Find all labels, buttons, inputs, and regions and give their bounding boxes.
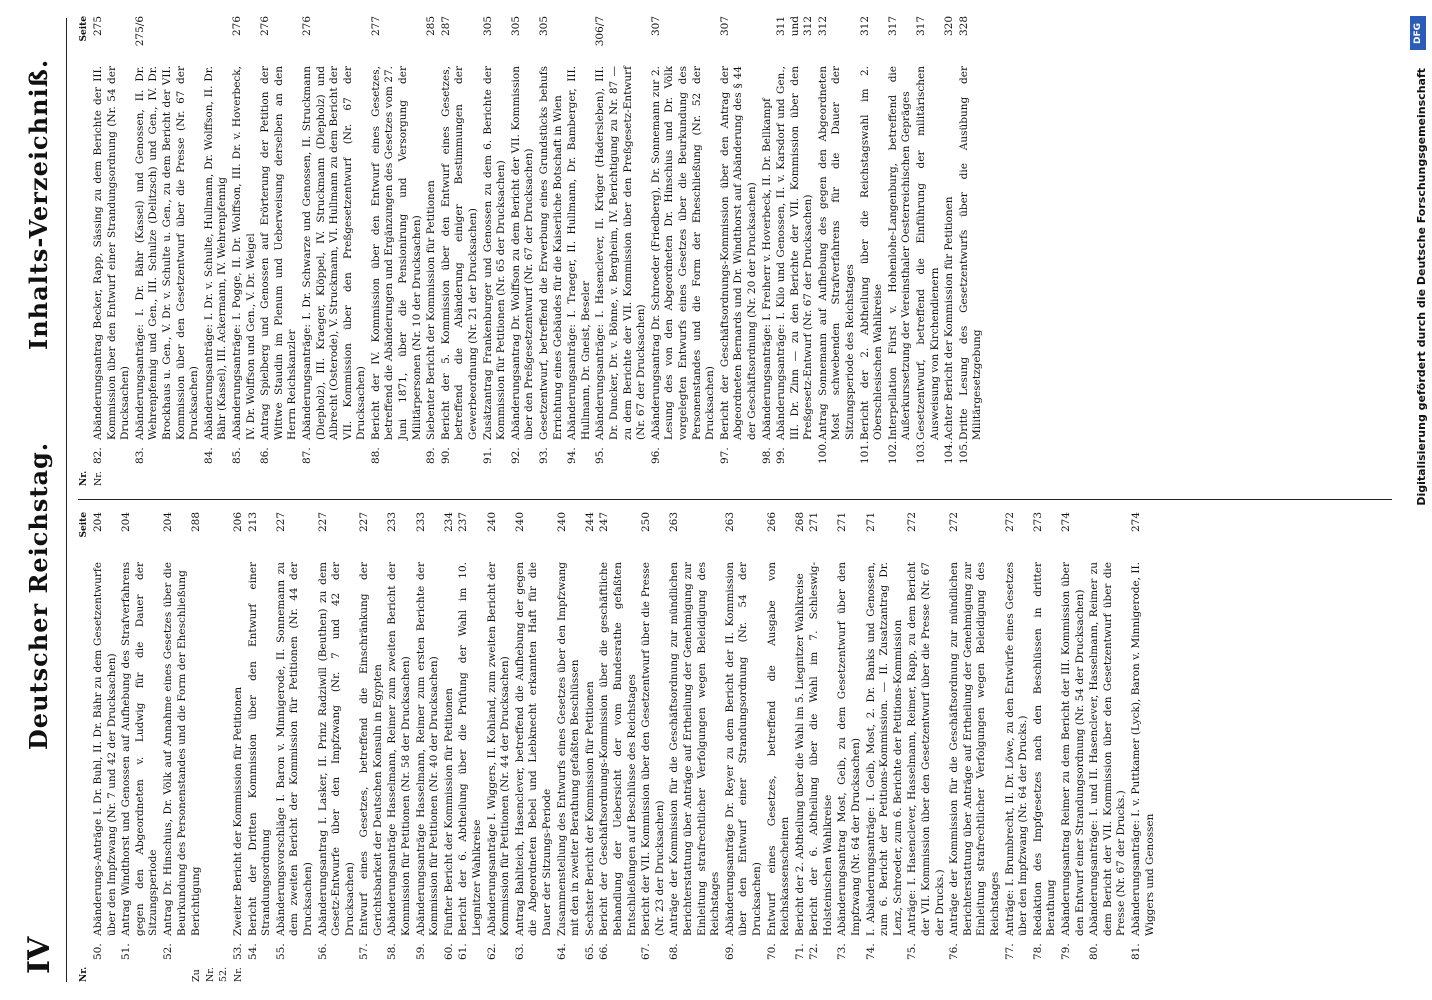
dfg-logo: DFG bbox=[1410, 16, 1426, 50]
entry-number: 69. bbox=[723, 943, 736, 960]
entry-text: Bericht der 2. Abtheilung über die Reichstagswahl im 2. Oberschlesischen Wahlkreise bbox=[858, 66, 885, 440]
entry-number: 104. bbox=[943, 440, 956, 464]
entry-page: 213 bbox=[246, 512, 259, 533]
toc-entry bbox=[719, 16, 760, 486]
entry-text: Zusätzantrag Frankenburger und Genossen zu dem 6. Berichte der Kommission für Petitionen (Nr. 65 der Drucksachen) bbox=[481, 66, 508, 440]
entry-text: Antrag Bahlteich, Hasenclever, betreffend die Aufhebung der gegen die Abgeordneten Bebel und Liebknecht erkannten Haft für die Dauer der Sitzungs-Periode bbox=[513, 562, 553, 936]
entry-text: Entwurf eines Gesetzes, betreffend die Ausgabe von Reichskassenscheinen bbox=[765, 562, 792, 936]
entry-text: I. Abänderungsanträge: I. Geib, Most, 2. Dr. Banks und Genossen, zum 6. Bericht der Petitions-Kommission. — II. Zusatzantrag Dr. Lenz, Schroeder, zum 6. Berichte der Petitions-Kommission bbox=[864, 562, 904, 936]
toc-entry bbox=[190, 512, 231, 982]
entry-number: 86. bbox=[259, 447, 272, 464]
toc-entry bbox=[482, 16, 509, 486]
entry-page: 287 bbox=[439, 16, 452, 37]
entry-prefix: Zu Nr. 52. bbox=[191, 966, 230, 982]
header-title-left: Deutscher Reichstag. bbox=[24, 441, 53, 750]
entry-number: 68. bbox=[668, 943, 681, 960]
entry-number: 98. bbox=[760, 447, 773, 464]
entry-text: Sechster Bericht der Kommission für Petitionen bbox=[583, 681, 596, 936]
entry-page: 274 bbox=[1129, 512, 1142, 533]
entry-page: 273 bbox=[1031, 512, 1044, 533]
entry-text: Anträge: I. Hasenclever, Hasselmann, Reimer, Rapp, zu dem Bericht der VII. Kommission über den Gesetzentwurf über die Presse (Nr. 67 der Drucks.) bbox=[906, 562, 946, 936]
entry-page: 244 bbox=[583, 512, 596, 533]
toc-entry bbox=[906, 512, 947, 982]
entry-page: 288 bbox=[190, 512, 203, 533]
entry-number: 101. bbox=[858, 440, 871, 464]
entry-page: 272 bbox=[906, 512, 919, 533]
header-title-right: Inhalts-Verzeichniß. bbox=[24, 58, 53, 350]
toc-entry bbox=[415, 512, 442, 982]
entry-page: 233 bbox=[414, 512, 427, 533]
entry-page: 271 bbox=[808, 512, 821, 533]
entry-text: Redaktion des Impfgesetzes nach den Beschlüssen in dritter Berathung bbox=[1031, 562, 1058, 936]
entry-number: 97. bbox=[718, 447, 731, 464]
entry-page: 268 bbox=[793, 512, 806, 533]
toc-entry bbox=[724, 512, 765, 982]
entry-page: 274 bbox=[1059, 512, 1072, 533]
entry-text: Abänderungsanträge Dr. Reyer zu dem Bericht der II. Kommission über den Entwurf einer Strandungsordnung (Nr. 54 der Drucksachen) bbox=[723, 562, 763, 936]
entry-number: 52. bbox=[161, 943, 174, 960]
entry-number: 55. bbox=[274, 943, 287, 960]
entry-page: 227 bbox=[274, 512, 287, 533]
entry-number: 85. bbox=[230, 447, 243, 464]
digitization-stamp bbox=[1406, 8, 1428, 992]
entry-number: 73. bbox=[836, 943, 849, 960]
entry-page: 307 bbox=[718, 16, 731, 37]
toc-entry bbox=[92, 16, 133, 486]
entry-text: Bericht der 5. Kommission über den Entwurf eines Gesetzes, betreffend die Abänderung einiger Bestimmungen der Gewerbeordnung (Nr. 21 der Drucksachen) bbox=[439, 66, 480, 440]
toc-entry bbox=[650, 16, 718, 486]
toc-entry bbox=[766, 512, 793, 982]
entry-page: 272 bbox=[1003, 512, 1016, 533]
entry-text: Fünfter Bericht der Kommission für Petitionen bbox=[442, 687, 455, 936]
right-column bbox=[78, 16, 1392, 486]
entry-number: 83. bbox=[133, 447, 146, 464]
entry-page: 227 bbox=[358, 512, 371, 533]
entry-page: 237 bbox=[457, 512, 470, 533]
entry-number: 58. bbox=[386, 943, 399, 960]
entry-number: 79. bbox=[1059, 943, 1072, 960]
entry-number: 76. bbox=[948, 943, 961, 960]
toc-entry bbox=[817, 16, 858, 486]
entry-page: 306/7 bbox=[594, 16, 607, 47]
toc-entry bbox=[514, 512, 555, 982]
entry-number: 67. bbox=[640, 943, 653, 960]
toc-entry bbox=[1130, 512, 1157, 982]
entry-text: Gesetzentwurf, betreffend die Erwerbung eines Grundstücks behufs Errichtung eines Gebäudes für die Kaiserliche Botschaft in Wien bbox=[538, 66, 564, 440]
toc-entry bbox=[120, 512, 161, 982]
entry-number: 62. bbox=[485, 943, 498, 960]
entry-text: Anträge der Kommission für die Geschäftsordnung zur mündlichen Berichterstattung über Anträge auf Ertheilung der Genehmigung zur Einleitung strafrechtlicher Verfolgungen wegen Beleidigung des Reichstages bbox=[948, 562, 1001, 936]
toc-entry bbox=[594, 16, 648, 486]
toc-entry bbox=[943, 16, 957, 486]
column-head-nr: Nr. bbox=[79, 470, 89, 486]
toc-entry bbox=[486, 512, 513, 982]
entry-page: 247 bbox=[598, 512, 611, 533]
entry-page: 272 bbox=[948, 512, 961, 533]
entry-number: 93. bbox=[538, 447, 550, 464]
entry-number: 51. bbox=[120, 943, 133, 960]
entry-number: 61. bbox=[457, 943, 470, 960]
entry-text: Abänderungsantrag Reimer zu dem Bericht der III. Kommission über den Entwurf einer Strandungsordnung (Nr. 54 der Drucksachen) bbox=[1059, 562, 1086, 936]
entry-text: Abänderungsanträge: I. Kilo und Genossen, II. v. Karsdorf und Gen., III. Dr. Zinn — zu den Berichte der VII. Kommission über den Preßgesetz-Entwurf (Nr. 67 der Drucksachen) bbox=[775, 66, 815, 440]
entry-number: 54. bbox=[246, 943, 259, 960]
entry-page: 240 bbox=[513, 512, 526, 533]
entry-text: Abänderungsanträge I. Wiggers, II. Kohland, zum zweiten Bericht der Kommission für Petitionen (Nr. 44 der Drucksachen) bbox=[485, 562, 512, 936]
entry-page: 204 bbox=[92, 512, 104, 533]
entry-page: 276 bbox=[300, 16, 313, 37]
entry-text: Abänderungsanträge: I. v. Puttkamer (Lyck), Baron v. Minnigerode, II. Wiggers und Genossen bbox=[1129, 562, 1156, 936]
entry-text: Abänderungsantrag Most, Geib, zu dem Gesetzentwurf über den Impfzwang (Nr. 64 der Drucksachen) bbox=[836, 562, 863, 936]
entry-page: 320 bbox=[943, 16, 956, 37]
entry-number: 64. bbox=[555, 943, 568, 960]
entry-page: 250 bbox=[640, 512, 653, 533]
toc-entry bbox=[231, 16, 258, 486]
toc-entry bbox=[1088, 512, 1129, 982]
left-column bbox=[78, 512, 1392, 982]
entry-text: Abänderungsantrag I. Lasker, II. Prinz Radziwill (Beuthen) zu dem Gesetz-Entwurfe über den Impfzwang (Nr. 7 und 42 der Drucksachen) bbox=[316, 562, 356, 936]
entry-page: 312 bbox=[816, 16, 829, 37]
entry-text: Antrag Sonnemann auf Aufhebung des gegen den Abgeordneten Most schwebenden Strafverfahrens für die Dauer der Sitzungsperiode des Reichstages bbox=[816, 66, 857, 440]
entry-text: Antrag Spielberg und Genossen auf Erörterung der Petition der Wittwe Staudin im Plenum und Ueberweisung derselben an den Herrn Reichskanzler bbox=[259, 66, 299, 440]
entry-page: 275 bbox=[92, 16, 104, 37]
toc-entry bbox=[134, 16, 202, 486]
entry-text: Bericht der 6. Abtheilung über die Prüfung der Wahl im 10. Liegnitzer Wahlkreise bbox=[457, 562, 484, 936]
entry-page: 204 bbox=[161, 512, 174, 533]
toc-entry bbox=[808, 512, 835, 982]
column-head-seite: Seite bbox=[79, 16, 89, 42]
entry-text: Bericht der VII. Kommission über den Gesetzentwurf über die Presse (Nr. 23 der Drucksachen) bbox=[640, 562, 666, 936]
entry-text: Bericht der Geschäftsordnungs-Kommission über den Antrag der Abgeordneten Bernards und Dr. Windthorst auf Abänderung des § 44 der Geschäftsordnung (Nr. 20 der Drucksachen) bbox=[718, 66, 758, 440]
entry-text: Interpellation Fürst v. Hohenlohe-Langenburg, betreffend die Außerkurssetzung der Vereinsthaler Oesterreichischen Gepräges bbox=[886, 66, 913, 440]
toc-entry bbox=[1032, 512, 1059, 982]
entry-page: 311 und 312 bbox=[775, 16, 815, 37]
entry-number: 60. bbox=[442, 943, 455, 960]
toc-entry bbox=[92, 512, 119, 982]
toc-entry bbox=[259, 16, 300, 486]
entry-text: Achter Bericht der Kommission für Petitionen bbox=[943, 196, 956, 440]
entry-number: 53. bbox=[231, 943, 244, 960]
entry-page: 271 bbox=[864, 512, 877, 533]
entry-page: 240 bbox=[555, 512, 568, 533]
entry-number: 63. bbox=[513, 943, 526, 960]
column-head-nr: Nr. bbox=[79, 966, 89, 982]
entry-text: Bericht der Geschäftsordnungs-Kommission über die geschäftliche Behandlung der Uebersicht der vom Bundesrathe gefaßten Entschließungen auf Beschlüsse des Reichstages bbox=[598, 562, 638, 936]
entry-text: Entwurf eines Gesetzes, betreffend die Einschränkung der Gerichtsbarkeit der Deutschen Konsuln in Egypten bbox=[358, 562, 384, 936]
entry-page: 263 bbox=[723, 512, 736, 533]
entry-number: 65. bbox=[583, 943, 596, 960]
entry-page: 328 bbox=[957, 16, 970, 37]
left-entry-list bbox=[92, 512, 1157, 982]
entry-text: Berichtigung bbox=[190, 866, 203, 936]
entry-number: 72. bbox=[808, 943, 821, 960]
toc-entry bbox=[425, 16, 439, 486]
toc-entry bbox=[775, 16, 816, 486]
entry-number: 66. bbox=[598, 943, 611, 960]
entry-text: Abänderungsantrag Dr. Schroeder (Friedberg), Dr. Sonnemann zur 2. Lesung des von den Abgeordneten Dr. Hinschius und Dr. Völk vorgelegten Entwurfs eines Gesetzes über die Beurkundung des Personenstandes und die Form der Eheschließung (Nr. 52 der Drucksachen) bbox=[649, 66, 717, 440]
page-header bbox=[18, 0, 66, 1000]
toc-entry bbox=[566, 16, 593, 486]
entry-number: 96. bbox=[649, 447, 662, 464]
entry-number: 100. bbox=[816, 440, 829, 464]
toc-entry bbox=[668, 512, 722, 982]
entry-text: Bericht der 2. Abtheilung über die Wahl im 5. Liegnitzer Wahlkreise bbox=[793, 573, 806, 936]
entry-number: 81. bbox=[1129, 943, 1142, 960]
entry-text: Abänderungsanträge: I. Dr. v. Schulte, Hullmann, Dr. Wolffson, II. Dr. Bähr (Kassel), III. Ackermann, IV. Wehrenpfennig bbox=[202, 66, 229, 440]
entry-number: 56. bbox=[316, 943, 329, 960]
entry-text: Anträge: I. Brumbrecht, II. Dr. Löwe, zu den Entwürfe eines Gesetzes über den Impfzwang (Nr. 64 der Drucks.) bbox=[1003, 562, 1030, 936]
toc-entry bbox=[865, 512, 906, 982]
entry-text: Abänderungs-Anträge I. Dr. Buhl, II. Dr. Bähr zu dem Gesetzentwurfe über den Impfzwang (Nr. 7 und 42 der Drucksachen) bbox=[92, 562, 118, 936]
entry-text: Abänderungsanträge: I. Hasenclever, II. Krüger (Hadersleben), III. Dr. Duncker, Dr. v. Bönne, v. Bergheim, IV. Berichtigung zu Nr. 87 — zu dem Berichte der VII. Kommission über den Preßgesetz-Entwurf (Nr. 67 der Drucksachen) bbox=[594, 66, 648, 440]
entry-page: 276 bbox=[259, 16, 272, 37]
entry-page: 234 bbox=[442, 512, 455, 533]
entry-text: Bericht der 6. Abtheilung über die Wahl im 7. Schleswig-Holsteinischen Wahlkreise bbox=[808, 562, 834, 936]
entry-number: 92. bbox=[509, 447, 522, 464]
entry-number: 103. bbox=[915, 440, 928, 464]
toc-entry bbox=[1004, 512, 1031, 982]
entry-page: 305 bbox=[509, 16, 522, 37]
entry-number: 87. bbox=[300, 447, 313, 464]
toc-entry bbox=[794, 512, 808, 982]
entry-page: 275/6 bbox=[133, 16, 146, 47]
entry-text: Dritte Lesung des Gesetzentwurfs über die Ausübung der Militärgesetzgebung bbox=[957, 66, 984, 440]
entry-page: 227 bbox=[316, 512, 329, 533]
entry-number: 70. bbox=[765, 943, 778, 960]
toc-entry bbox=[887, 16, 914, 486]
entry-number: 95. bbox=[594, 447, 607, 464]
entry-number: 94. bbox=[566, 447, 579, 464]
entry-text: Abänderungsantrag Becker, Rapp, Sässing zu dem Berichte der III. Kommission über den Entwurf einer Strandungsordnung (Nr. 54 der Drucksachen) bbox=[92, 66, 132, 440]
toc-entry bbox=[859, 16, 886, 486]
toc-entry bbox=[247, 512, 274, 982]
entry-text: Abänderungsanträge Hasselmann, Reimer zum ersten Berichte der Kommission für Petitionen (Nr. 40 der Drucksachen) bbox=[414, 562, 441, 936]
toc-entry bbox=[915, 16, 942, 486]
column-head-seite: Seite bbox=[79, 512, 89, 538]
entry-number: 80. bbox=[1088, 943, 1101, 960]
entry-number: 75. bbox=[906, 943, 919, 960]
entry-page: 317 bbox=[886, 16, 899, 37]
entry-page: 305 bbox=[481, 16, 494, 37]
toc-entry bbox=[836, 512, 863, 982]
digitization-note: Digitalisierung gefördert durch die Deutsche Forschungsgemeinschaft bbox=[1415, 68, 1428, 506]
entry-number: 71. bbox=[793, 943, 806, 960]
toc-entry bbox=[556, 512, 583, 982]
entry-number: 74. bbox=[864, 943, 877, 960]
toc-entry bbox=[538, 16, 565, 486]
toc-entry bbox=[440, 16, 481, 486]
entry-number: 90. bbox=[439, 447, 452, 464]
entry-prefix: Nr. bbox=[232, 967, 244, 982]
toc-entry bbox=[958, 16, 985, 486]
entry-number: 91. bbox=[481, 447, 494, 464]
entry-text: Gesetzentwurf, betreffend die Einführung der militärischen Ausweisung von Kirchendienern bbox=[915, 66, 941, 440]
entry-text: Abänderungsanträge: I. und II. Hasenclever, Hasselmann, Reimer zu dem Bericht der VII. Kommission über den Gesetzentwurf über die Presse (Nr. 67 der Drucks.) bbox=[1088, 562, 1128, 936]
right-entry-list bbox=[92, 16, 985, 486]
header-rule bbox=[66, 18, 67, 982]
toc-entry bbox=[457, 512, 484, 982]
toc-entry bbox=[162, 512, 189, 982]
left-column-head bbox=[78, 512, 90, 982]
entry-text: Bericht der Dritten Kommission über den Entwurf einer Strandungsordnung bbox=[246, 562, 273, 936]
entry-text: Abänderungsanträge: I. Dr. Bähr (Kassel) und Genossen, II. Dr. Wehrenpfennig und Gen., III. Schulze (Delitzsch) und Gen., IV. Dr. Brockhaus u. Gen., V. Dr. v. Schulte u. Gen., zu dem Bericht der VII. Kommission über den Gesetzentwurf über die Presse (Nr. 67 der Drucksachen) bbox=[133, 66, 201, 440]
toc-entry bbox=[317, 512, 358, 982]
entry-text: Abänderungsanträge Hasselmann, Reimer zum zweiten Bericht der Kommission für Petitionen (Nr. 58 der Drucksachen) bbox=[386, 562, 413, 936]
entry-page: 206 bbox=[231, 512, 244, 533]
entry-text: Bericht der IV. Kommission über den Entwurf eines Gesetzes, betreffend die Abänderungen und Ergänzungen des Gesetzes vom 27. Juni 1871, über die Pensionirung und Versorgung der Militärpersonen (Nr. 10 der Drucksachen) bbox=[369, 66, 423, 440]
toc-entry bbox=[358, 512, 385, 982]
toc-entry bbox=[1060, 512, 1087, 982]
entry-page: 307 bbox=[649, 16, 662, 37]
entry-text: Abänderungsantrag Dr. Wolffson zu dem Bericht der VII. Kommission über den Preßgesetzentwurf (Nr. 67 der Drucksachen) bbox=[509, 66, 536, 440]
toc-entry bbox=[948, 512, 1002, 982]
toc-entry bbox=[275, 512, 316, 982]
entry-page: 312 bbox=[858, 16, 871, 37]
entry-text: Abänderungsanträge: I. Pogge, II. Dr. Wolffson, III. Dr. v. Hoverbeck, IV. Dr. Wolffson und Gen., V. Dr. Weigel bbox=[230, 66, 257, 440]
entry-page: 317 bbox=[915, 16, 928, 37]
entry-text: Anträge der Kommission für die Geschäftsordnung zur mündlichen Berichterstattung über Anträge auf Ertheilung der Genehmigung zur Einleitung strafrechtlicher Verfolgungen wegen Beleidigung des Reichstages bbox=[668, 562, 722, 936]
entry-page: 277 bbox=[369, 16, 382, 37]
toc-entry bbox=[598, 512, 639, 982]
entry-text: Antrag Dr. Hinschius, Dr. Völk auf Annahme eines Gesetzes über die Beurkundung des Personenstandes und die Form der Eheschließung bbox=[161, 562, 188, 936]
toc-entry bbox=[443, 512, 457, 982]
toc-entry bbox=[203, 16, 230, 486]
entry-text: Abänderungsanträge: I. Traeger, II. Hullmann, Dr. Bamberger, III. Hullmann, Dr. Gneist, Beseler bbox=[566, 66, 592, 440]
entry-number: 105. bbox=[957, 440, 970, 464]
entry-page: 271 bbox=[836, 512, 849, 533]
entry-page: 233 bbox=[386, 512, 399, 533]
toc-entry bbox=[584, 512, 598, 982]
toc-entry bbox=[301, 16, 369, 486]
toc-entry bbox=[386, 512, 413, 982]
entry-text: Zusammenstellung des Entwurfs eines Gesetzes über den Impfzwang mit den in zweiter Berathung gefaßten Beschlüssen bbox=[555, 562, 582, 936]
entry-text: Abänderungsanträge: I. Dr. Schwarze und Genossen, II. Struckmann (Diepholz), III. Kraeger, Klöppel, IV. Struckmann (Diepholz) und Albrecht (Osterode), V. Struckmann, VI. Hullmann zu dem Bericht der VII. Kommission über den Preßgesetzentwurf (Nr. 67 der Drucksachen) bbox=[300, 66, 368, 440]
entry-number: 99. bbox=[775, 447, 788, 464]
toc-entry bbox=[761, 16, 775, 486]
entry-text: Abänderungsanträge: I. Freiherr v. Hoverbeck, II. Dr. Bellkampf bbox=[760, 98, 773, 440]
right-column-head bbox=[78, 16, 90, 486]
entry-number: 82. bbox=[92, 447, 104, 464]
entry-number: 78. bbox=[1031, 943, 1044, 960]
entry-text: Siebenter Bericht der Kommission für Petitionen bbox=[425, 180, 438, 440]
column-divider bbox=[78, 499, 1392, 500]
entry-number: 77. bbox=[1003, 943, 1016, 960]
entry-number: 88. bbox=[369, 447, 382, 464]
entry-number: 57. bbox=[358, 943, 371, 960]
page-number: IV bbox=[22, 936, 57, 974]
entry-page: 266 bbox=[765, 512, 778, 533]
entry-page: 263 bbox=[668, 512, 681, 533]
toc-entry bbox=[370, 16, 424, 486]
entry-text: Zweiter Bericht der Kommission für Petitionen bbox=[231, 686, 244, 936]
entry-number: 59. bbox=[414, 943, 427, 960]
toc-entry bbox=[232, 512, 246, 982]
entry-page: 204 bbox=[120, 512, 133, 533]
entry-number: 50. bbox=[92, 943, 104, 960]
entry-prefix: Nr. bbox=[93, 471, 104, 486]
toc-entry bbox=[510, 16, 537, 486]
entry-page: 276 bbox=[230, 16, 243, 37]
toc-entry bbox=[640, 512, 667, 982]
entry-number: 84. bbox=[202, 447, 215, 464]
entry-page: 285 bbox=[425, 16, 438, 37]
entry-number: 89. bbox=[425, 447, 438, 464]
entry-text: Abänderungsvorschläge I. Baron v. Minnigerode, II. Sonnemann zu dem zweiten Bericht der Kommission für Petitionen (Nr. 44 der Drucksachen) bbox=[274, 562, 314, 936]
entry-text: Antrag Windthorst und Genossen auf Aufhebung des Strafverfahrens gegen den Abgeordneten v. Ludwig für die Dauer der Sitzungsperiode bbox=[120, 562, 160, 936]
entry-page: 305 bbox=[538, 16, 550, 37]
entry-number: 102. bbox=[886, 440, 899, 464]
entry-page: 240 bbox=[485, 512, 498, 533]
